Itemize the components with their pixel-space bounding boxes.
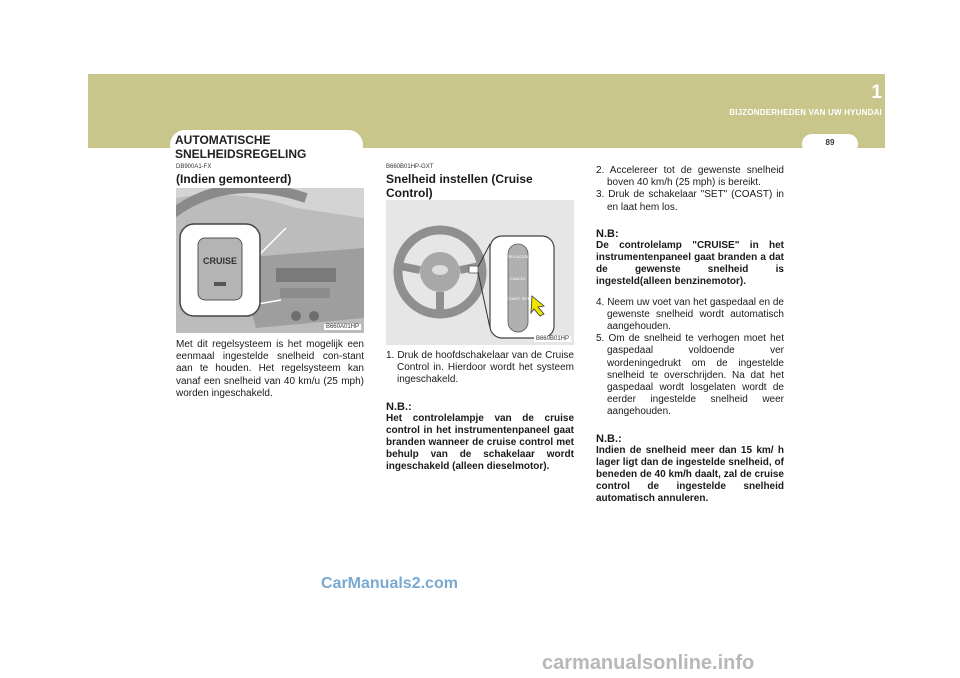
step-item: 4. Neem uw voet van het gaspedaal en de gewenste snelheid wordt automatisch aangehouden. bbox=[596, 296, 784, 333]
step-item: 3. Druk de schakelaar "SET" (COAST) in en laat hem los. bbox=[596, 189, 784, 213]
section-code: DB900A1-FX bbox=[176, 164, 212, 170]
watermark-link[interactable]: CarManuals2.com bbox=[321, 575, 458, 592]
section-heading: Snelheid instellen (Cruise Control) bbox=[386, 172, 533, 200]
steering-wheel-illustration bbox=[386, 200, 574, 345]
nb-title: N.B: bbox=[596, 227, 619, 240]
page-number: 89 bbox=[825, 138, 835, 147]
cruise-button-label: CRUISE bbox=[202, 256, 238, 266]
watermark-link[interactable]: carmanualsonline.info bbox=[542, 652, 755, 674]
dashboard-illustration bbox=[176, 188, 364, 333]
nb-title: N.B.: bbox=[386, 400, 412, 413]
coast-set-label: COAST SET bbox=[506, 296, 530, 301]
chapter-number: 1 bbox=[871, 82, 882, 103]
figure-label: B660B01HP bbox=[535, 336, 569, 342]
step-item: 1. Druk de hoofdschakelaar van de Cruise Control in. Hierdoor wordt het systeem ingeschakeld. bbox=[386, 350, 574, 386]
steering-wheel-figure bbox=[386, 200, 574, 345]
column-3 bbox=[596, 165, 784, 506]
steps-list bbox=[596, 165, 784, 214]
figure-label: B660A01HP bbox=[325, 324, 359, 330]
section-code: B660B01HP-GXT bbox=[386, 164, 434, 170]
nb-text: Indien de snelheid meer dan 15 km/ h lager ligt dan de ingestelde snelheid, of beneden de 40 km/h daalt, zal de cruise control de ingestelde snelheid automatisch annuleren. bbox=[596, 444, 784, 505]
cruise-button-figure bbox=[176, 188, 364, 333]
step-item: 5. Om de snelheid te verhogen moet het gaspedaal voldoende ver wordeningedrukt om de ingestelde snelheid te overschrijden. Na dat het gaspedaal wordt losgelaten wordt de eerder ingestelde snelheid weer aangehouden. bbox=[596, 333, 784, 418]
nb-text: Het controlelampje van de cruise control in het instrumentenpaneel gaat branden wanneer de cruise control met behulp van de schakelaar wordt ingeschakeld (alleen dieselmotor). bbox=[386, 412, 574, 473]
section-title: AUTOMATISCHE SNELHEIDSREGELING bbox=[175, 133, 307, 161]
column-1-text bbox=[176, 339, 364, 400]
column-2 bbox=[386, 164, 574, 200]
section-heading: (Indien gemonteerd) bbox=[176, 172, 292, 186]
chapter-title: BIJZONDERHEDEN VAN UW HYUNDAI bbox=[729, 108, 882, 117]
intro-paragraph: Met dit regelsysteem is het mogelijk een eenmaal ingestelde snelheid con-stant aan te houden. Het regelsysteem kan vanaf een snelheid van 40 km/u (25 mph) worden ingeschakeld. bbox=[176, 339, 364, 399]
res-accel-label: RES ACCEL bbox=[506, 254, 530, 259]
cancel-label: CANCEL bbox=[509, 276, 527, 281]
nb-title: N.B.: bbox=[596, 432, 622, 445]
steps-list bbox=[596, 297, 784, 419]
nb-text: De controlelamp "CRUISE" in het instrumentenpaneel gaat branden a dat de gewenste snelheid is ingesteld(alleen benzinemotor). bbox=[596, 239, 784, 288]
steps-list bbox=[386, 350, 574, 387]
step-item: 2. Accelereer tot de gewenste snelheid boven 40 km/h (25 mph) is bereikt. bbox=[596, 165, 784, 189]
column-1 bbox=[176, 164, 364, 186]
column-2-text bbox=[386, 350, 574, 474]
